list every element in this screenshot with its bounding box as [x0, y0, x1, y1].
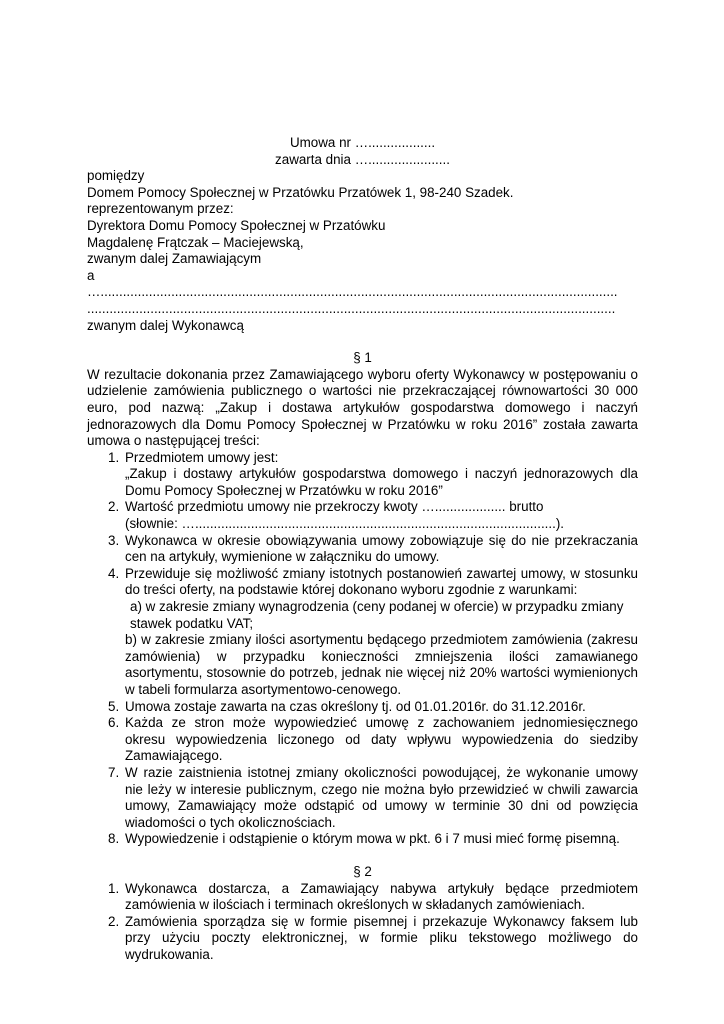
- ordering-institution: Domem Pomocy Społecznej w Przatówku Przatówek 1, 98-240 Szadek.: [87, 184, 514, 200]
- list-item: [87, 881, 638, 914]
- list-item: [87, 831, 638, 848]
- list-item: [87, 533, 638, 566]
- item-number: 1.: [108, 449, 120, 465]
- list-item: [87, 715, 638, 765]
- ordering-party-label: zwanym dalej Zamawiającym: [87, 251, 262, 267]
- section-1-intro: W rezultacie dokonania przez Zamawiającego wyboru oferty Wykonawcy w postępowaniu o udzielenie zamówienia publicznego o wartości nie przekraczającej równowartości 30 000 euro, pod nazwą: „Zakup i dostawa artykułów gospodarstwa domowego i naczyń jednorazowych dla Domu Pomocy Społecznej w Przatówku w roku 2016” została zawarta umowa o następującej treści:: [87, 366, 638, 449]
- list-item: [87, 699, 638, 716]
- item-number: 5.: [108, 698, 120, 714]
- list-item: [87, 914, 638, 964]
- director-name: Magdalenę Frątczak – Maciejewską,: [87, 234, 304, 250]
- item-subtext: (słownie: ….................................................................................................).: [125, 516, 565, 532]
- item-text: Zamówienia sporządza się w formie pisemnej i przekazuje Wykonawcy faksem lub przy użyciu poczty elektronicznej, w formie pliku tekstowego możliwego do wydrukowania.: [125, 913, 638, 962]
- list-item: [87, 499, 638, 532]
- item-text: Wartość przedmiotu umowy nie przekroczy kwoty …................... brutto: [125, 499, 544, 515]
- item-text: Przedmiotem umowy jest:: [125, 449, 279, 465]
- list-item: [87, 765, 638, 831]
- item-number: 7.: [108, 764, 120, 780]
- item-number: 4.: [108, 565, 120, 581]
- item-number: 3.: [108, 532, 120, 548]
- item-subtext: „Zakup i dostawy artykułów gospodarstwa domowego i naczyń jednorazowych dla Domu Pomocy Społecznej w Przatówku w roku 2016”: [125, 466, 638, 498]
- conjunction-and: a: [87, 267, 95, 283]
- item-text: W razie zaistnienia istotnej zmiany okoliczności powodującej, że wykonanie umowy nie leży w interesie publicznym, czego nie można było przewidzieć w chwili zawarcia umowy, Zamawiający może odstąpić od umowy w terminie 30 dni od powzięcia wiadomości o tych okolicznościach.: [125, 764, 638, 830]
- section-2-list: [87, 881, 638, 964]
- item-number: 1.: [108, 880, 120, 896]
- item-text: Każda ze stron może wypowiedzieć umowę z zachowaniem jednomiesięcznego okresu wypowiedzenia liczonego od daty wpływu wypowiedzenia do siedziby Zamawiającego.: [125, 715, 638, 764]
- list-item: [87, 566, 638, 699]
- item-text: Wypowiedzenie i odstąpienie o którym mowa w pkt. 6 i 7 musi mieć formę pisemną.: [125, 831, 620, 847]
- item-subpoint-b: b) w zakresie zmiany ilości asortymentu będącego przedmiotem zamówienia (zakresu zamówienia) w przypadku konieczności zmniejszenia ilości zamawianego asortymentu, stosownie do potrzeb, jednak nie więcej niż 20% wartości wymienionych w tabeli formularza asortymentowo-cenowego.: [125, 632, 638, 697]
- item-text: Wykonawca dostarcza, a Zamawiający nabywa artykuły będące przedmiotem zamówienia w ilościach i terminach określonych w składanych zamówieniach.: [125, 880, 638, 913]
- contractor-blank-line-1: …...........................................................................................................................................: [87, 284, 618, 300]
- contract-date-line: zawarta dnia …......................: [275, 151, 450, 167]
- director-title: Dyrektora Domu Pomocy Społecznej w Przatówku: [87, 217, 386, 233]
- contractor-blank-line-2: ..............................................................................................................................................: [87, 300, 616, 316]
- item-number: 2.: [108, 499, 120, 515]
- item-number: 2.: [108, 913, 120, 929]
- item-number: 8.: [108, 831, 120, 847]
- item-text: Wykonawca w okresie obowiązywania umowy zobowiązuje się do nie przekraczania cen na artykuły, wymienione w załączniku do umowy.: [125, 532, 638, 565]
- contract-body: [87, 135, 638, 964]
- item-text: Umowa zostaje zawarta na czas określony tj. od 01.01.2016r. do 31.12.2016r.: [125, 698, 586, 714]
- item-text: Przewiduje się możliwość zmiany istotnych postanowień zawartej umowy, w stosunku do treści oferty, na podstawie której dokonano wyboru zgodnie z warunkami:: [125, 565, 638, 598]
- contractor-party-label: zwanym dalej Wykonawcą: [87, 317, 244, 333]
- section-1-heading: § 1: [353, 350, 372, 366]
- list-item: [87, 450, 638, 500]
- represented-by: reprezentowanym przez:: [87, 201, 234, 217]
- item-subpoint-a: a) w zakresie zmiany wynagrodzenia (ceny podanej w ofercie) w przypadku zmiany stawek podatku VAT;: [130, 599, 624, 631]
- contract-title: Umowa nr …..................: [289, 135, 436, 150]
- section-2-heading: § 2: [353, 863, 372, 879]
- section-1-list: [87, 450, 638, 848]
- item-number: 6.: [108, 715, 120, 731]
- parties-between: pomiędzy: [87, 168, 145, 184]
